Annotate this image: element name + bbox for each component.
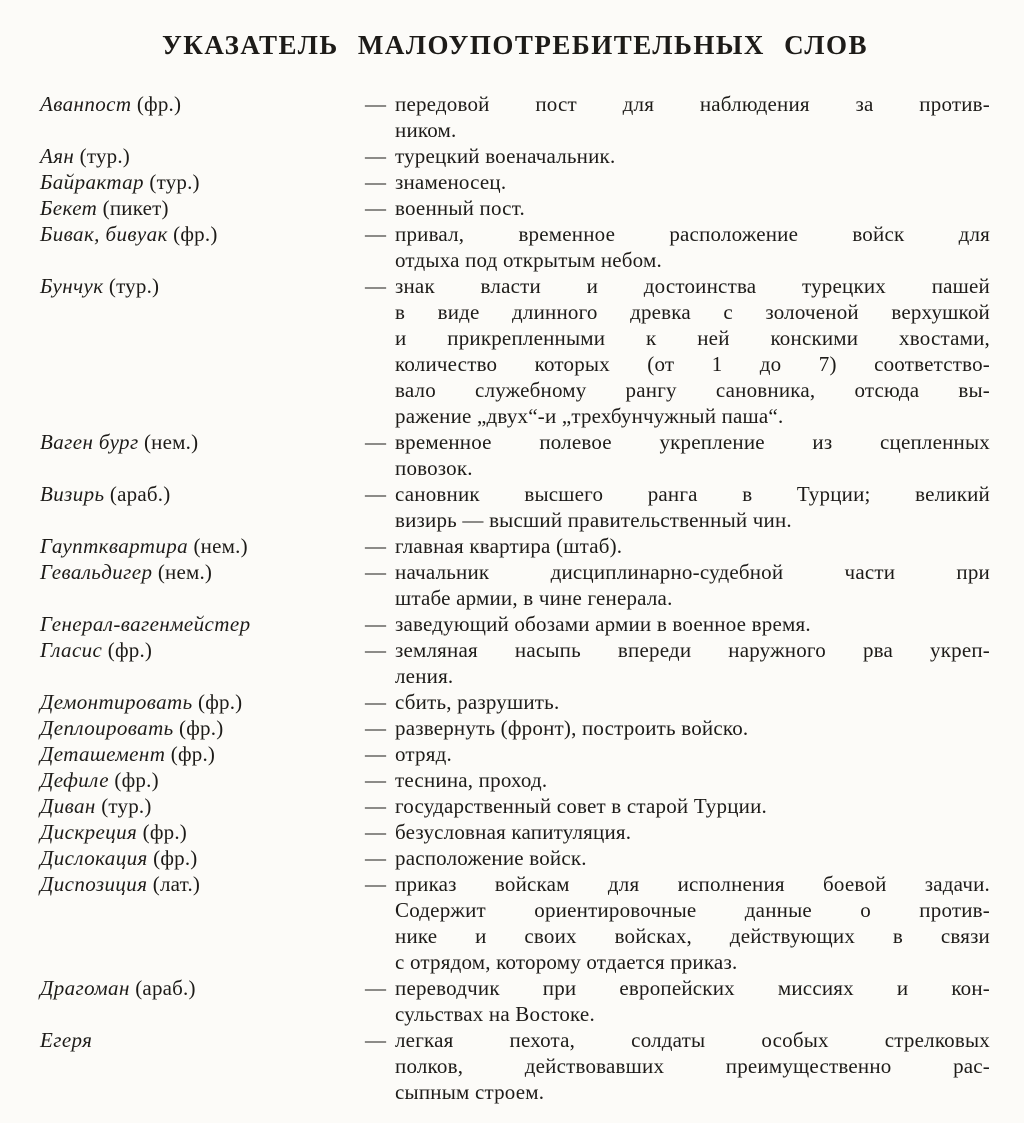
definition-cell [365, 975, 990, 1027]
definition-line: легкая пехота, солдаты особых стрелковых [395, 1028, 990, 1052]
definition-dash: — [365, 768, 386, 792]
definition-dash: — [365, 612, 386, 636]
definition-dash: — [365, 144, 386, 168]
term-origin: (лат.) [147, 872, 201, 896]
definition-cell [365, 91, 990, 143]
glossary-entry [40, 481, 990, 533]
definition-cell [365, 273, 990, 429]
term-cell [40, 611, 365, 637]
definition-cell [365, 481, 990, 533]
definition-cell [365, 169, 990, 195]
term-cell [40, 195, 365, 221]
term-word: Визирь [40, 482, 105, 506]
page-title: УКАЗАТЕЛЬ МАЛОУПОТРЕБИТЕЛЬНЫХ СЛОВ [161, 30, 869, 60]
definition-text [395, 845, 990, 871]
term-origin: (фр.) [167, 222, 218, 246]
term-word: Деплоировать [40, 716, 174, 740]
glossary-entry [40, 611, 990, 637]
glossary-entry [40, 91, 990, 143]
definition-text [395, 169, 990, 195]
definition-line: визирь — высший правительственный чин. [395, 508, 792, 532]
glossary-entry [40, 767, 990, 793]
term-word: Драгоман [40, 976, 130, 1000]
term-word: Гласис [40, 638, 103, 662]
definition-cell [365, 429, 990, 481]
glossary-entry [40, 195, 990, 221]
definition-cell [365, 715, 990, 741]
definition-line: главная квартира (штаб). [395, 534, 623, 558]
term-word: Дислокация [40, 846, 148, 870]
definition-dash: — [365, 976, 386, 1000]
definition-text [395, 871, 990, 975]
term-cell [40, 559, 365, 585]
definition-dash: — [365, 716, 386, 740]
term-cell [40, 975, 365, 1001]
definition-line: турецкий военачальник. [395, 144, 616, 168]
definition-line: привал, временное расположение войск для [395, 222, 990, 246]
term-word: Диван [40, 794, 96, 818]
definition-dash: — [365, 872, 386, 896]
definition-cell [365, 845, 990, 871]
definition-cell [365, 221, 990, 273]
definition-line: Содержит ориентировочные данные о против- [395, 898, 990, 922]
term-cell [40, 429, 365, 455]
glossary-entry [40, 637, 990, 689]
glossary-entry [40, 169, 990, 195]
glossary-entry [40, 715, 990, 741]
definition-dash: — [365, 690, 386, 714]
definition-line: безусловная капитуляция. [395, 820, 632, 844]
definition-line: переводчик при европейских миссиях и кон- [395, 976, 990, 1000]
definition-line: с отрядом, которому отдается приказ. [395, 950, 738, 974]
term-cell [40, 871, 365, 897]
definition-dash: — [365, 534, 386, 558]
definition-line: ления. [395, 664, 454, 688]
definition-text [395, 767, 990, 793]
definition-line: военный пост. [395, 196, 525, 220]
term-word: Аванпост [40, 92, 132, 116]
term-origin: (фр.) [165, 742, 216, 766]
definition-text [395, 741, 990, 767]
definition-dash: — [365, 196, 386, 220]
term-cell [40, 1027, 365, 1053]
definition-line: сбить, разрушить. [395, 690, 560, 714]
term-cell [40, 91, 365, 117]
glossary-entry [40, 273, 990, 429]
definition-line: теснина, проход. [395, 768, 548, 792]
glossary-entry [40, 871, 990, 975]
definition-line: сульствах на Востоке. [395, 1002, 595, 1026]
term-origin: (араб.) [129, 976, 196, 1000]
term-cell [40, 481, 365, 507]
definition-text [395, 195, 990, 221]
glossary-entry [40, 793, 990, 819]
term-word: Диспозиция [40, 872, 148, 896]
term-origin: (фр.) [192, 690, 243, 714]
definition-line: развернуть (фронт), построить войско. [395, 716, 749, 740]
definition-text [395, 559, 990, 611]
glossary-entry [40, 741, 990, 767]
definition-cell [365, 533, 990, 559]
glossary-entry [40, 845, 990, 871]
term-origin: (фр.) [147, 846, 198, 870]
definition-dash: — [365, 638, 386, 662]
definition-cell [365, 741, 990, 767]
definition-text [395, 689, 990, 715]
definition-line: отдыха под открытым небом. [395, 248, 662, 272]
definition-line: отряд. [395, 742, 452, 766]
definition-cell [365, 871, 990, 975]
term-cell [40, 767, 365, 793]
term-cell [40, 221, 365, 247]
definition-line: вало служебному рангу сановника, отсюда вы- [395, 378, 990, 402]
definition-cell [365, 611, 990, 637]
definition-line: нике и своих войсках, действующих в связи [395, 924, 990, 948]
glossary-entry [40, 819, 990, 845]
glossary-entry [40, 689, 990, 715]
term-word: Гауптквартира [40, 534, 189, 558]
definition-text [395, 793, 990, 819]
definition-text [395, 533, 990, 559]
term-cell [40, 845, 365, 871]
definition-line: количество которых (от 1 до 7) соответство- [395, 352, 990, 376]
definition-text [395, 273, 990, 429]
definition-line: полков, действовавших преимущественно рас- [395, 1054, 990, 1078]
definition-text [395, 611, 990, 637]
glossary-entry [40, 533, 990, 559]
term-origin: (тур.) [95, 794, 152, 818]
definition-cell [365, 143, 990, 169]
term-cell [40, 533, 365, 559]
term-origin: (араб.) [104, 482, 171, 506]
definition-text [395, 715, 990, 741]
definition-line: сыпным строем. [395, 1080, 545, 1104]
definition-cell [365, 767, 990, 793]
definition-dash: — [365, 430, 386, 454]
definition-dash: — [365, 274, 386, 298]
definition-cell [365, 637, 990, 689]
term-origin: (тур.) [143, 170, 200, 194]
definition-text [395, 143, 990, 169]
term-origin: (нем.) [152, 560, 213, 584]
definition-dash: — [365, 820, 386, 844]
definition-line: приказ войскам для исполнения боевой задачи. [395, 872, 990, 896]
term-origin: (фр.) [137, 820, 187, 844]
term-cell [40, 143, 365, 169]
definition-line: повозок. [395, 456, 473, 480]
term-cell [40, 741, 365, 767]
definition-text [395, 975, 990, 1027]
definition-line: и прикрепленными к ней конскими хвостами, [395, 326, 990, 350]
definition-dash: — [365, 222, 386, 246]
definition-cell [365, 1027, 990, 1105]
term-origin: (фр.) [173, 716, 224, 740]
term-word: Генерал-вагенмейстер [40, 612, 251, 636]
term-cell [40, 273, 365, 299]
term-word: Ваген бург [40, 430, 139, 454]
term-word: Аян [40, 144, 75, 168]
definition-text [395, 91, 990, 143]
glossary-list [40, 91, 990, 1105]
definition-text [395, 1027, 990, 1105]
term-word: Бивак, бивуак [40, 222, 168, 246]
glossary-entry [40, 975, 990, 1027]
definition-dash: — [365, 846, 386, 870]
term-word: Дискреция [40, 820, 138, 844]
definition-text [395, 819, 990, 845]
definition-line: ражение „двух“-и „трехбунчужный паша“. [395, 404, 784, 428]
definition-dash: — [365, 482, 386, 506]
term-word: Егеря [40, 1028, 93, 1052]
term-word: Деташемент [40, 742, 166, 766]
definition-dash: — [365, 92, 386, 116]
definition-dash: — [365, 1028, 386, 1052]
definition-dash: — [365, 794, 386, 818]
definition-line: ником. [395, 118, 457, 142]
term-cell [40, 169, 365, 195]
definition-line: знак власти и достоинства турецких пашей [395, 274, 990, 298]
definition-line: заведующий обозами армии в военное время. [395, 612, 811, 636]
definition-cell [365, 793, 990, 819]
definition-cell [365, 559, 990, 611]
term-word: Бекет [40, 196, 98, 220]
term-origin: (фр.) [131, 92, 182, 116]
term-word: Бунчук [40, 274, 104, 298]
term-cell [40, 637, 365, 663]
term-cell [40, 793, 365, 819]
term-origin: (тур.) [74, 144, 131, 168]
glossary-entry [40, 221, 990, 273]
definition-line: сановник высшего ранга в Турции; великий [395, 482, 990, 506]
glossary-entry [40, 143, 990, 169]
glossary-entry [40, 429, 990, 481]
term-cell [40, 715, 365, 741]
glossary-entry [40, 559, 990, 611]
definition-line: в виде длинного древка с золоченой верхушкой [395, 300, 990, 324]
term-origin: (фр.) [108, 768, 159, 792]
definition-line: расположение войск. [395, 846, 587, 870]
term-word: Гевальдигер [40, 560, 153, 584]
term-word: Демонтировать [40, 690, 193, 714]
definition-line: временное полевое укрепление из сцепленных [395, 430, 990, 454]
term-word: Байрактар [40, 170, 144, 194]
term-origin: (нем.) [188, 534, 248, 558]
definition-text [395, 481, 990, 533]
term-cell [40, 819, 365, 845]
definition-line: земляная насыпь впереди наружного рва укреп- [395, 638, 990, 662]
term-origin: (тур.) [103, 274, 160, 298]
definition-cell [365, 689, 990, 715]
term-word: Дефиле [40, 768, 109, 792]
term-origin: (пикет) [97, 196, 169, 220]
definition-text [395, 637, 990, 689]
definition-text [395, 429, 990, 481]
definition-line: передовой пост для наблюдения за против- [395, 92, 990, 116]
glossary-entry [40, 1027, 990, 1105]
definition-dash: — [365, 170, 386, 194]
definition-line: штабе армии, в чине генерала. [395, 586, 673, 610]
definition-line: государственный совет в старой Турции. [395, 794, 767, 818]
term-cell [40, 689, 365, 715]
definition-line: знаменосец. [395, 170, 507, 194]
term-origin: (нем.) [138, 430, 199, 454]
definition-dash: — [365, 742, 386, 766]
definition-cell [365, 819, 990, 845]
definition-text [395, 221, 990, 273]
term-origin: (фр.) [102, 638, 153, 662]
definition-dash: — [365, 560, 386, 584]
definition-line: начальник дисциплинарно-судебной части при [395, 560, 990, 584]
definition-cell [365, 195, 990, 221]
